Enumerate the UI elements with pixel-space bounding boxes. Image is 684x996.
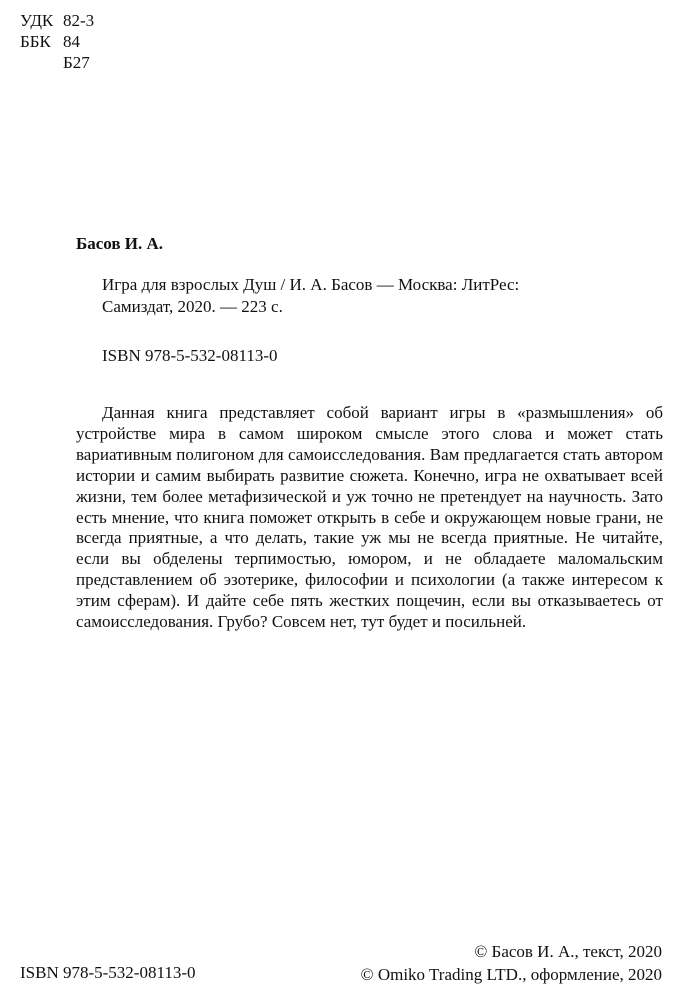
author-mark-row [20,52,94,73]
author-heading: Басов И. А. [76,234,164,253]
author-mark-label [20,52,63,73]
abstract-paragraph: Данная книга представляет собой вариант игры в «размышления» об устройстве мира в самом широком смысле этого слова и может стать вариативным полигоном для самоисследования. Вам предлагается стать автором истории и самим выбирать развитие сюжета. Конечно, игра не охватывает всей жизни, тем более метафизической и уж точно не претендует на научность. Зато есть мнение, что книга поможет открыть в себе и окружающем новые грани, не всегда приятные, а что делать, такие уж мы не всегда приятные. Не читайте, если вы обделены терпимостью, юмором, и не обладаете маломальским представлением об эзотерике, философии и психологии (а также интересом к этим сферам). И дайте себе пять жестких пощечин, если вы отказываетесь от самоисследования. Грубо? Совсем нет, тут будет и посильней. [76,403,663,632]
bbk-row [20,31,94,52]
copyright-text-line: © Басов И. А., текст, 2020 [474,942,662,961]
copyright-block [361,940,662,986]
classification-codes [20,10,94,73]
udk-row [20,10,94,31]
isbn: ISBN 978-5-532-08113-0 [102,346,278,365]
bibliographic-line-2: Самиздат, 2020. — 223 с. [102,297,283,316]
bbk-value: 84 [63,32,80,51]
bibliographic-line-1: Игра для взрослых Душ / И. А. Басов — Москва: ЛитРес: [102,275,520,294]
bbk-label: ББК [20,32,51,51]
footer-isbn: ISBN 978-5-532-08113-0 [20,963,196,982]
bibliographic-description [102,274,662,318]
copyright-design-line: © Omiko Trading LTD., оформление, 2020 [360,965,662,984]
udk-label: УДК [20,11,54,30]
udk-value: 82-3 [63,11,95,30]
author-mark-value: Б27 [63,53,90,72]
